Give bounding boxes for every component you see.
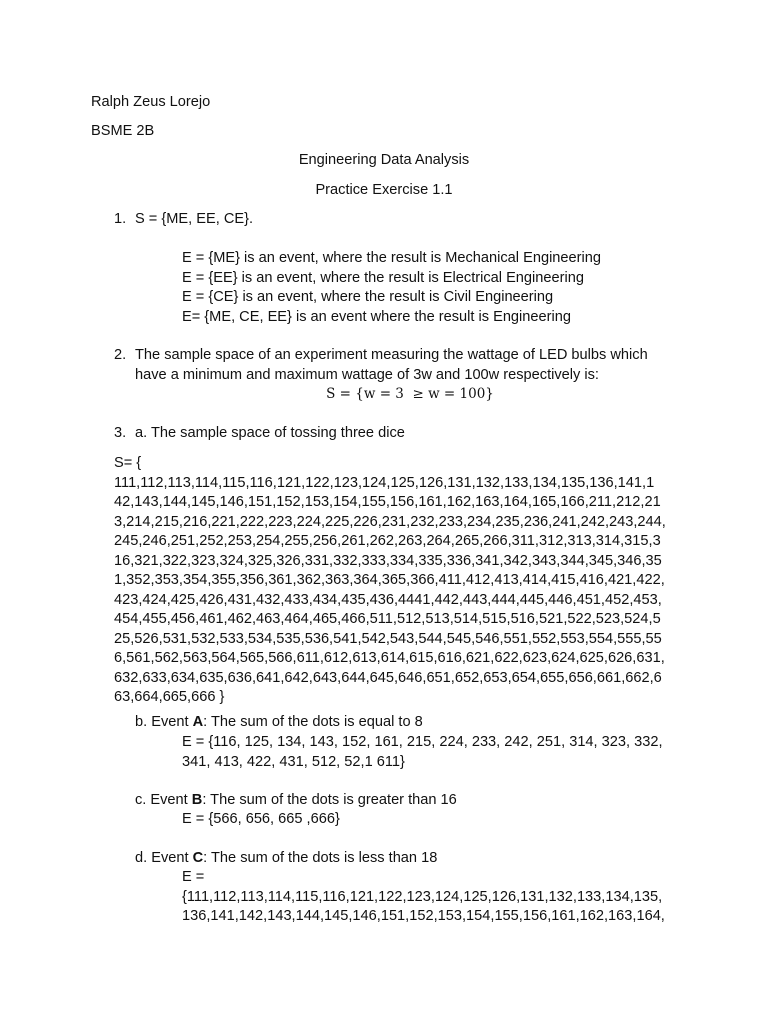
q1-number: 1. [114, 211, 127, 227]
q1-events [182, 249, 601, 327]
q1-event-line: E = {EE} is an event, where the result is Electrical Engineering [182, 269, 584, 286]
q3b-answer-line: 341, 413, 422, 431, 512, 52,1 611} [182, 753, 405, 770]
sample-space-line: 632,633,634,635,636,641,642,643,644,645,646,651,652,653,654,655,656,661,662,6 [114, 669, 662, 686]
q3c-answer [182, 810, 340, 830]
q3c-event-letter: B [191, 792, 203, 808]
sample-space-line: 423,424,425,426,431,432,433,434,435,436,4441,442,443,444,445,446,451,452,453, [114, 591, 662, 608]
q3b-answer [182, 733, 663, 772]
q3c-description: : The sum of the dots is greater than 16 [202, 792, 457, 808]
q3b-answer-line: E = {116, 125, 134, 143, 152, 161, 215, 224, 233, 242, 251, 314, 323, 332, [182, 734, 663, 750]
q2-text [135, 346, 648, 385]
q2-number: 2. [114, 347, 127, 363]
q3c-prefix: c. Event [135, 792, 192, 808]
q3c-answer-line: E = {566, 656, 665 ,666} [182, 811, 340, 827]
q3d-answer-line: {111,112,113,114,115,116,121,122,123,124,125,126,131,132,133,134,135, [182, 888, 663, 905]
sample-space-open: S= { [114, 455, 142, 471]
q3d-event-letter: C [192, 850, 204, 866]
q3d-prefix: d. Event [135, 850, 193, 866]
sample-space-line: 1,352,353,354,355,356,361,362,363,364,365,366,411,412,413,414,415,416,421,422, [114, 572, 665, 588]
q3b-description: : The sum of the dots is equal to 8 [203, 714, 423, 730]
section-label: BSME 2B [91, 123, 155, 139]
course-title: Engineering Data Analysis [298, 152, 470, 168]
q3d-description: : The sum of the dots is less than 18 [203, 850, 438, 866]
q1-sample-space: S = {ME, EE, CE}. [135, 211, 254, 227]
sample-space-line: 42,143,144,145,146,151,152,153,154,155,156,161,162,163,164,165,166,211,212,21 [114, 494, 661, 510]
sample-space-line: 63,664,665,666 } [114, 689, 225, 705]
q2-formula: S = {w = 3 ≥ w = 100} [326, 386, 494, 402]
q3-sample-space [114, 454, 666, 708]
q1-event-line: E = {CE} is an event, where the result is Civil Engineering [182, 289, 554, 305]
sample-space-line: 6,561,562,563,564,565,566,611,612,613,614,615,616,621,622,623,624,625,626,631, [114, 650, 665, 666]
q3b-event-letter: A [192, 714, 204, 730]
q3a-title: a. The sample space of tossing three dice [135, 425, 405, 441]
author-name: Ralph Zeus Lorejo [91, 94, 211, 110]
q3c-heading [135, 791, 457, 811]
q2-text-line: The sample space of an experiment measuring the wattage of LED bulbs which [135, 347, 648, 363]
q1-event-line: E = {ME} is an event, where the result is Mechanical Engineering [182, 250, 601, 266]
q3b-heading [135, 713, 423, 733]
q3d-answer [182, 868, 665, 927]
q3d-answer-line: 136,141,142,143,144,145,146,151,152,153,154,155,156,161,162,163,164, [182, 908, 665, 924]
sample-space-line: 25,526,531,532,533,534,535,536,541,542,543,544,545,546,551,552,553,554,555,55 [114, 630, 662, 647]
sample-space-line: 245,246,251,252,253,254,255,256,261,262,263,264,265,266,311,312,313,314,315,3 [114, 533, 661, 549]
q3b-prefix: b. Event [135, 714, 193, 730]
q3-number: 3. [114, 425, 127, 441]
q2-text-line: have a minimum and maximum wattage of 3w and 100w respectively is: [135, 366, 599, 383]
exercise-title: Practice Exercise 1.1 [315, 182, 453, 198]
q1-event-line: E= {ME, CE, EE} is an event where the result is Engineering [182, 308, 571, 325]
sample-space-line: 111,112,113,114,115,116,121,122,123,124,125,126,131,132,133,134,135,136,141,1 [114, 474, 655, 491]
sample-space-line: 16,321,322,323,324,325,326,331,332,333,334,335,336,341,342,343,344,345,346,35 [114, 552, 662, 569]
sample-space-line: 454,455,456,461,462,463,464,465,466,511,512,513,514,515,516,521,522,523,524,5 [114, 611, 661, 627]
sample-space-line: 3,214,215,216,221,222,223,224,225,226,231,232,233,234,235,236,241,242,243,244, [114, 513, 666, 530]
q3d-heading [135, 849, 437, 869]
q3d-answer-line: E = [182, 869, 205, 885]
